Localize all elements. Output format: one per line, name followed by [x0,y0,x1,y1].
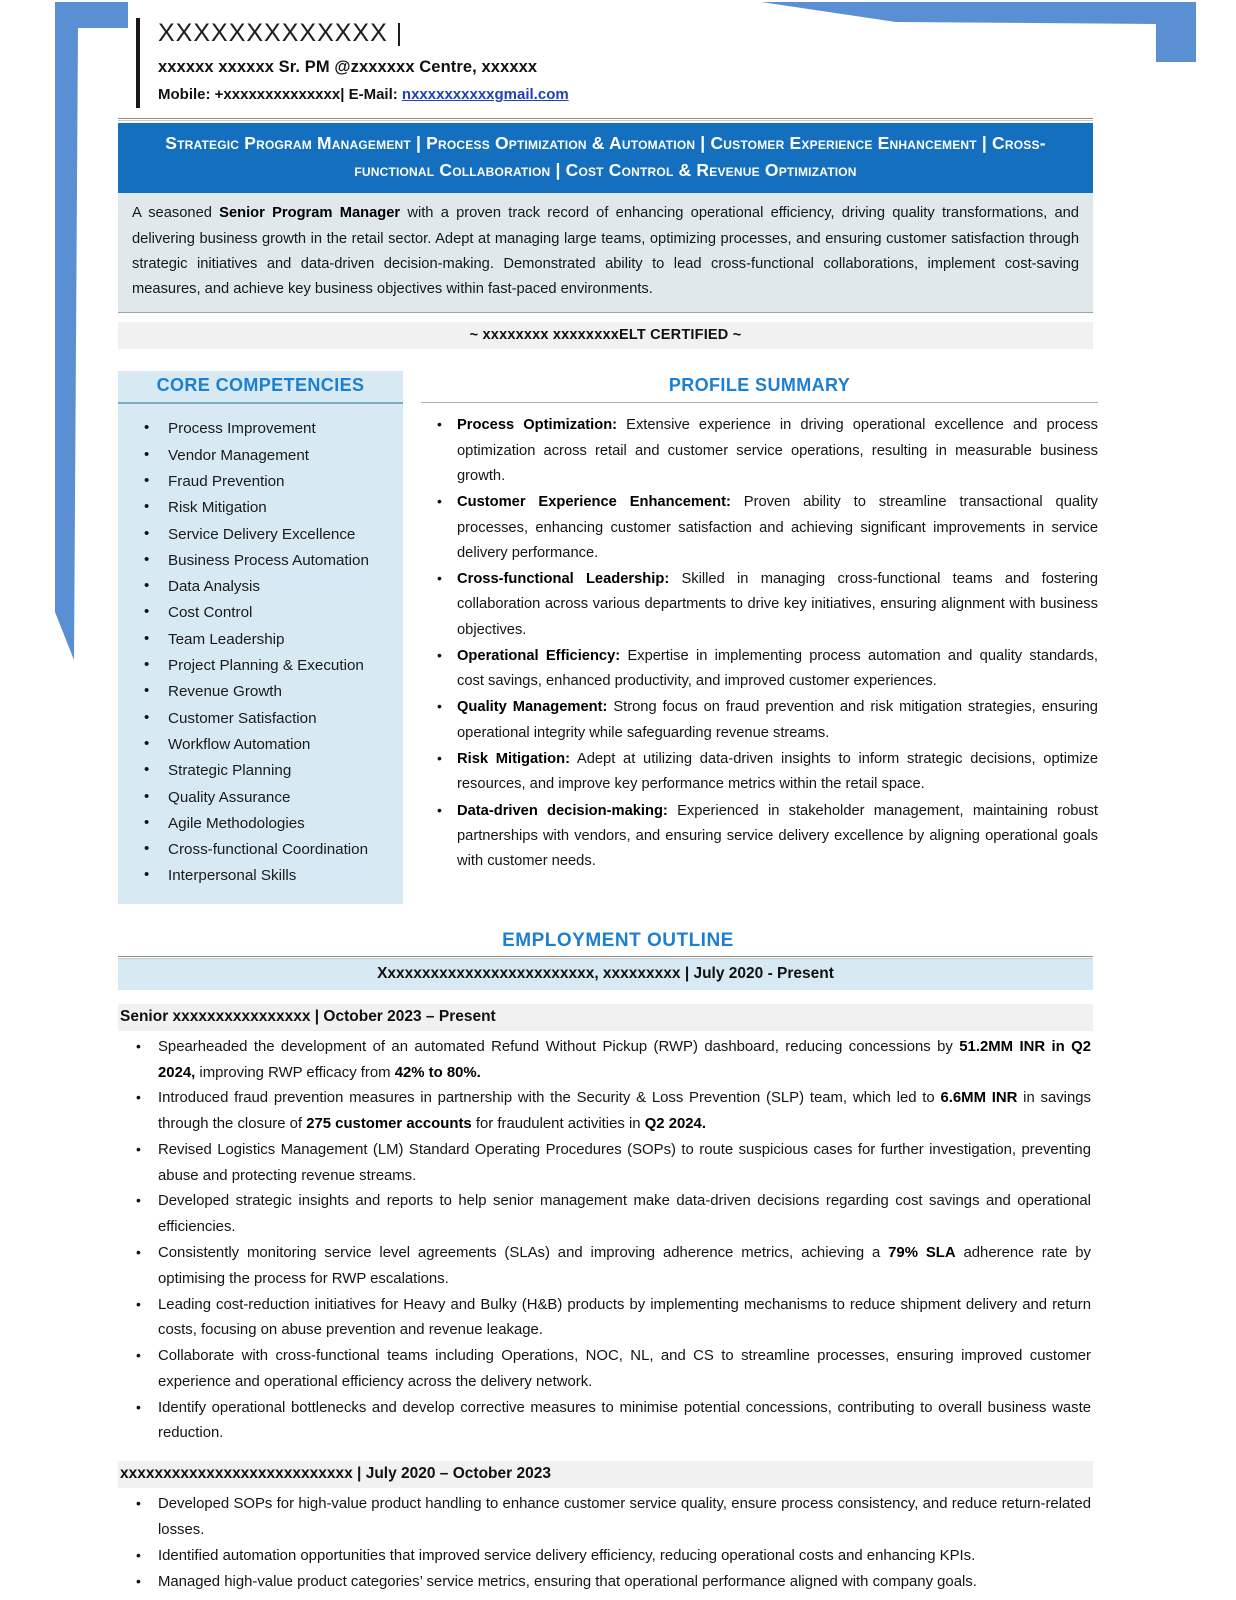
profile-summary-list [421,413,1098,874]
role-bullet-highlight: 6.6MM INR [940,1090,1018,1107]
competency-item: • Agile Methodologies [166,811,397,837]
competency-item: • Team Leadership [166,627,397,653]
profile-bullet-label: Quality Management: [457,699,608,716]
core-competencies-column [118,371,403,903]
role-bullet-list [118,1492,1093,1595]
competency-item: • Cost Control [166,600,397,626]
competency-item: • Data Analysis [166,574,397,600]
summary-lead-in: A seasoned [132,205,220,222]
profile-bullet-label: Data-driven decision-making: [457,802,668,819]
role-bullet-text: for fraudulent activities in [471,1116,645,1133]
role-bullet-text: Managed high-value product categories’ service metrics, ensuring that operational performance aligned with company goals. [158,1573,977,1590]
employment-roles [0,1004,1236,1596]
competency-item: • Workflow Automation [166,732,397,758]
summary-role-bold: Senior Program Manager [219,205,401,222]
candidate-title: xxxxxx xxxxxx Sr. PM @zxxxxxx Centre, xxxxxx [158,58,538,77]
role-bullet-text: in savings through the closure of [158,1090,1091,1133]
profile-bullet [457,695,1098,746]
contact-line [158,86,1091,103]
profile-bullet-label: Customer Experience Enhancement: [457,494,731,511]
competency-item: • Process Improvement [166,416,397,442]
profile-bullet-label: Operational Efficiency: [457,647,621,664]
competency-item: • Strategic Planning [166,758,397,784]
two-column-section [118,371,1098,903]
header-divider [118,118,1093,121]
core-competencies-box [118,404,403,903]
role-bullet-text: Collaborate with cross-functional teams including Operations, NOC, NL, and CS to streamline processes, ensuring improved customer experience and operational efficiency across the delivery network. [158,1348,1091,1390]
profile-bullet-text: Skilled in managing cross-functional teams and fostering collaboration across various departments to drive key initiatives, ensuring alignment with business objectives. [457,571,1098,638]
competency-item: • Risk Mitigation [166,495,397,521]
role-bullet-highlight: 79% SLA [888,1244,956,1261]
headline-banner: Strategic Program Management | Process Optimization & Automation | Customer Experience Enhancement | Cross-functional Collaboration | Cost Control & Revenue Optimization [118,123,1093,193]
role-bullet [158,1035,1093,1087]
role-bullet-text: Identified automation opportunities that improved service delivery efficiency, reducing operational costs and enhancing KPIs. [158,1547,976,1564]
role-bullet [158,1189,1093,1241]
role-bullet-text: Leading cost-reduction initiatives for Heavy and Bulky (H&B) products by implementing mechanisms to reduce shipment delivery and return costs, focusing on abuse prevention and revenue leakage. [158,1296,1091,1339]
role-title-bar: xxxxxxxxxxxxxxxxxxxxxxxxxxx | July 2020 – October 2023 [118,1461,1093,1488]
candidate-name: XXXXXXXXXXXXX | [158,19,404,47]
professional-summary [118,193,1093,313]
employment-outline-heading: EMPLOYMENT OUTLINE [502,929,734,951]
competency-item: • Customer Satisfaction [166,706,397,732]
competency-item: • Fraud Prevention [166,469,397,495]
profile-summary-column [413,371,1098,875]
competency-item: • Quality Assurance [166,785,397,811]
role-bullet-text: improving RWP efficacy from [195,1064,395,1081]
role-bullet [158,1138,1093,1190]
summary-body: with a proven track record of enhancing operational efficiency, driving quality transformations, and delivering business growth in the retail sector. Adept at managing large teams, optimizing processes, and ensuring customer satisfaction through strategic initiatives and data-driven decision-making. Demonstrated ability to lead cross-functional collaborations, implement cost-saving measures, and achieve key business objectives within fast-paced environments. [132,205,1079,298]
profile-bullet-text: Experienced in stakeholder management, maintaining robust partnerships with vendors, and ensuring service delivery excellence by aligning operational goals with customer needs. [457,802,1098,870]
profile-bullet-text: Extensive experience in driving operational excellence and process optimization across retail and customer service operations, resulting in measurable business growth. [457,417,1098,484]
role-bullet-highlight: 42% to 80%. [394,1064,481,1081]
role-bullet [158,1492,1093,1544]
profile-bullet [457,799,1098,875]
role-bullet-text: adherence rate by optimising the process for RWP escalations. [158,1244,1091,1287]
role-bullet-list [118,1035,1093,1448]
competency-item: • Revenue Growth [166,679,397,705]
role-bullet-text: Developed strategic insights and reports to help senior management make data-driven decisions regarding cost savings and operational efficiencies. [158,1193,1091,1236]
role-bullet-text: Developed SOPs for high-value product handling to enhance customer service quality, ensure process consistency, and reduce return-related losses. [158,1496,1091,1538]
competency-item: • Project Planning & Execution [166,653,397,679]
profile-bullet [457,747,1098,798]
competency-item: • Vendor Management [166,443,397,469]
profile-bullet-text: Strong focus on fraud prevention and risk mitigation strategies, ensuring operational integrity while safeguarding revenue streams. [457,699,1098,741]
profile-bullet [457,413,1098,489]
role-bullet-text: Revised Logistics Management (LM) Standard Operating Procedures (SOPs) to route suspicious cases for further investigation, preventing abuse and protecting revenue streams. [158,1141,1091,1184]
role-bullet-text: Introduced fraud prevention measures in partnership with the Security & Loss Prevention (SLP) team, which led to [158,1090,941,1107]
role-bullet [158,1570,1093,1596]
profile-bullet-label: Process Optimization: [457,417,618,434]
role-bullet [158,1544,1093,1570]
phone-label: Mobile: +xxxxxxxxxxxxxx| E-Mail: [158,86,398,104]
email-link[interactable]: nxxxxxxxxxxgmail.com [401,86,569,104]
role-bullet-highlight: Q2 2024. [644,1116,706,1133]
profile-bullet [457,490,1098,566]
profile-summary-heading: PROFILE SUMMARY [421,371,1098,403]
profile-bullet [457,567,1098,643]
core-competencies-list [124,416,397,889]
certification-strip: ~ xxxxxxxx xxxxxxxxELT CERTIFIED ~ [118,322,1093,349]
profile-bullet-text: Proven ability to streamline transactional quality processes, enhancing customer satisfaction and achieving significant improvements in service delivery performance. [457,494,1098,561]
role-bullet [158,1086,1093,1138]
company-bar: Xxxxxxxxxxxxxxxxxxxxxxxxx, xxxxxxxxx | July 2020 - Present [118,959,1093,990]
core-competencies-heading: CORE COMPETENCIES [118,371,403,404]
role-bullet-highlight: 275 customer accounts [306,1116,472,1133]
profile-bullet-label: Cross-functional Leadership: [457,571,670,588]
profile-bullet [457,644,1098,695]
role-bullet [158,1293,1093,1345]
role-bullet-highlight: 51.2MM INR in Q2 2024, [158,1038,1091,1081]
competency-item: • Cross-functional Coordination [166,837,397,863]
role-bullet-text: Spearheaded the development of an automated Refund Without Pickup (RWP) dashboard, reducing concessions by [158,1038,960,1055]
identity-header [136,18,1091,108]
role-title-bar: Senior xxxxxxxxxxxxxxxx | October 2023 – Present [118,1004,1093,1031]
role-bullet-text: Identify operational bottlenecks and develop corrective measures to minimise potential concessions, contributing to overall business waste reduction. [158,1399,1091,1442]
role-bullet [158,1396,1093,1448]
role-bullet [158,1241,1093,1293]
competency-item: • Service Delivery Excellence [166,522,397,548]
competency-item: • Interpersonal Skills [166,863,397,889]
profile-bullet-text: Expertise in implementing process automation and quality standards, cost savings, enhanced productivity, and improved customer experiences. [457,647,1098,690]
profile-bullet-text: Adept at utilizing data-driven insights to inform strategic decisions, optimize resources, and improve key performance metrics within the retail space. [457,751,1098,793]
profile-bullet-label: Risk Mitigation: [457,751,570,768]
role-bullet [158,1344,1093,1396]
competency-item: • Business Process Automation [166,548,397,574]
role-bullet-text: Consistently monitoring service level agreements (SLAs) and improving adherence metrics, achieving a [158,1244,889,1261]
